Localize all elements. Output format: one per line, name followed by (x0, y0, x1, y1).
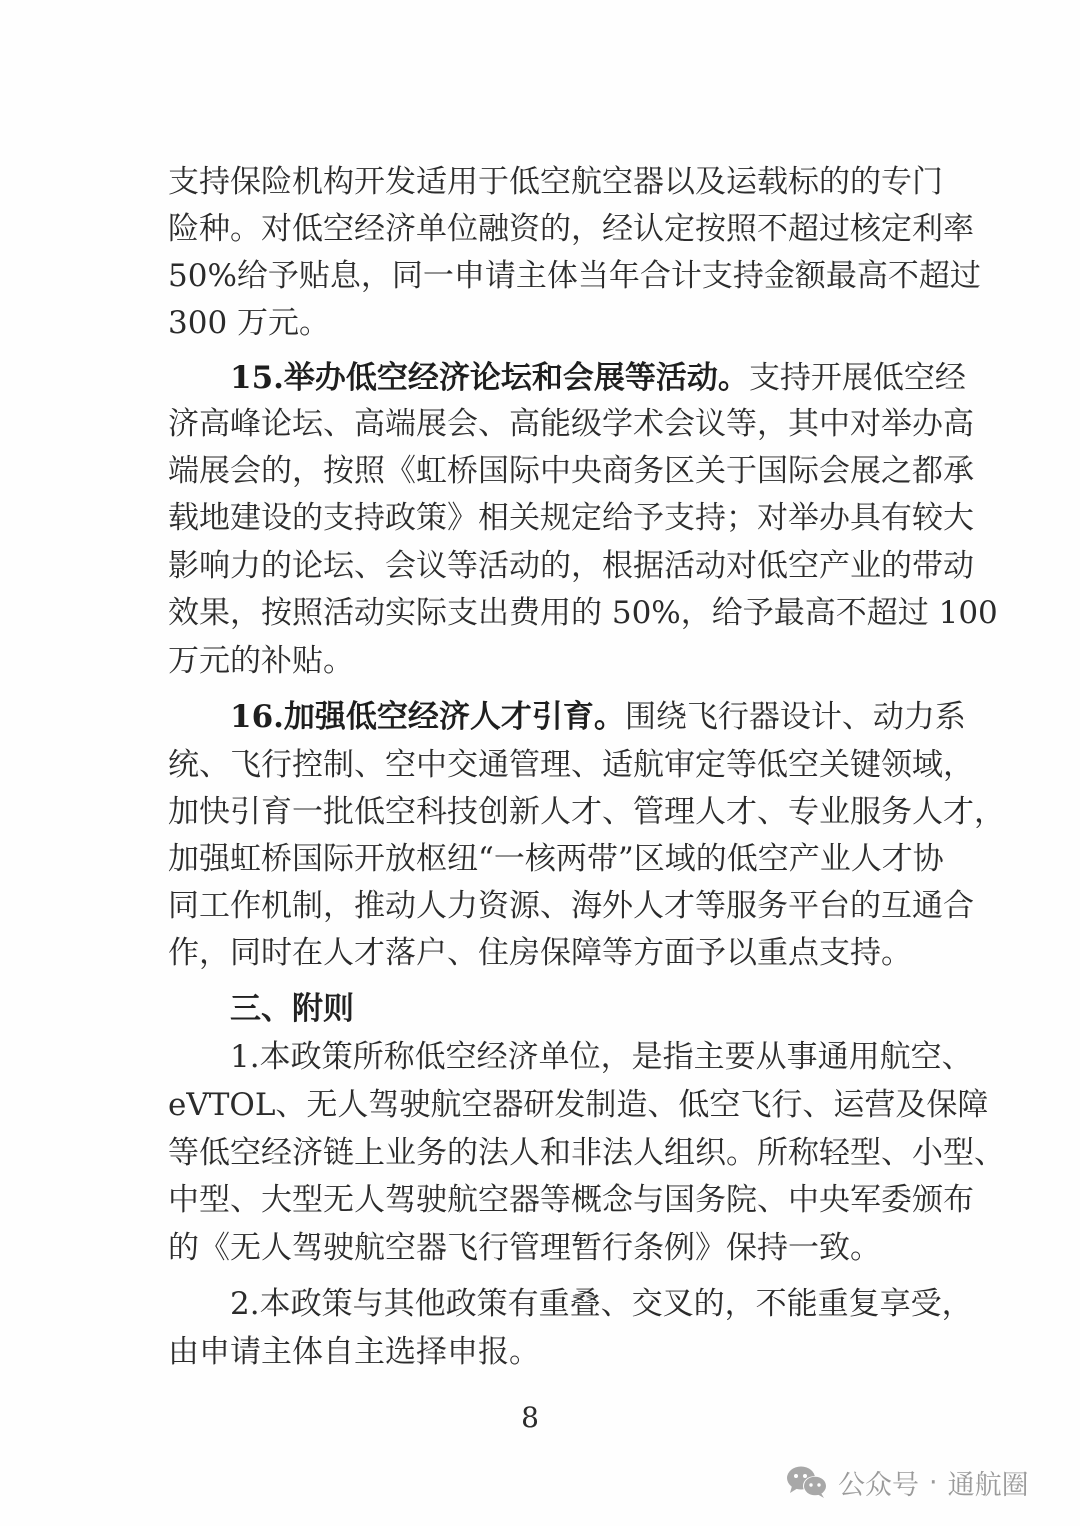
text-line: 险种。对低空经济单位融资的，经认定按照不超过核定利率 (168, 211, 974, 247)
text-line: 端展会的，按照《虹桥国际中央商务区关于国际会展之都承 (168, 453, 974, 489)
text-line: 等低空经济链上业务的法人和非法人组织。所称轻型、小型、 (168, 1135, 1005, 1171)
section-15-heading: 15.举办低空经济论坛和会展等活动。 (230, 360, 749, 396)
wechat-watermark (786, 1464, 1029, 1500)
text-line: 效果，按照活动实际支出费用的 50%，给予最高不超过 100 (168, 595, 998, 631)
text-line: 加快引育一批低空科技创新人才、管理人才、专业服务人才， (168, 794, 1005, 830)
text-line: 的《无人驾驶航空器飞行管理暂行条例》保持一致。 (168, 1230, 881, 1266)
text-line: 作，同时在人才落户、住房保障等方面予以重点支持。 (168, 935, 912, 971)
chapter-heading-appendix: 三、附则 (230, 991, 354, 1027)
appendix-item-2-first-line: 2.本政策与其他政策有重叠、交叉的，不能重复享受， (230, 1286, 973, 1322)
section-15-text: 支持开展低空经 (748, 360, 966, 396)
text-line: 济高峰论坛、高端展会、高能级学术会议等，其中对举办高 (168, 406, 974, 442)
text-line: 万元的补贴。 (168, 643, 354, 679)
appendix-item-1-first-line: 1.本政策所称低空经济单位，是指主要从事通用航空、 (230, 1039, 973, 1075)
text-line: 同工作机制，推动人力资源、海外人才等服务平台的互通合 (168, 888, 974, 924)
text-line: 载地建设的支持政策》相关规定给予支持；对举办具有较大 (168, 500, 974, 536)
section-16-first-line (230, 697, 966, 737)
watermark-account: 通航圈 (947, 1469, 1029, 1501)
text-line: 中型、大型无人驾驶航空器等概念与国务院、中央军委颁布 (168, 1182, 974, 1218)
section-16-heading: 16.加强低空经济人才引育。 (230, 699, 625, 735)
text-line: 50%给予贴息，同一申请主体当年合计支持金额最高不超过 (168, 258, 981, 294)
text-line: 由申请主体自主选择申报。 (168, 1334, 540, 1370)
text-line: 统、飞行控制、空中交通管理、适航审定等低空关键领域， (168, 747, 974, 783)
text-line: eVTOL、无人驾驶航空器研发制造、低空飞行、运营及保障 (168, 1087, 989, 1123)
text-line: 支持保险机构开发适用于低空航空器以及运载标的的专门 (168, 164, 943, 200)
section-15-first-line (230, 358, 966, 398)
section-16-text: 围绕飞行器设计、动力系 (624, 699, 966, 735)
watermark-separator: · (929, 1466, 938, 1498)
wechat-icon (786, 1465, 828, 1499)
text-line: 影响力的论坛、会议等活动的，根据活动对低空产业的带动 (168, 548, 974, 584)
text-line: 加强虹桥国际开放枢纽“一核两带”区域的低空产业人才协 (168, 841, 944, 877)
watermark-label: 公众号 (838, 1469, 919, 1501)
page-number: 8 (521, 1401, 539, 1434)
text-line: 300 万元。 (168, 305, 331, 341)
